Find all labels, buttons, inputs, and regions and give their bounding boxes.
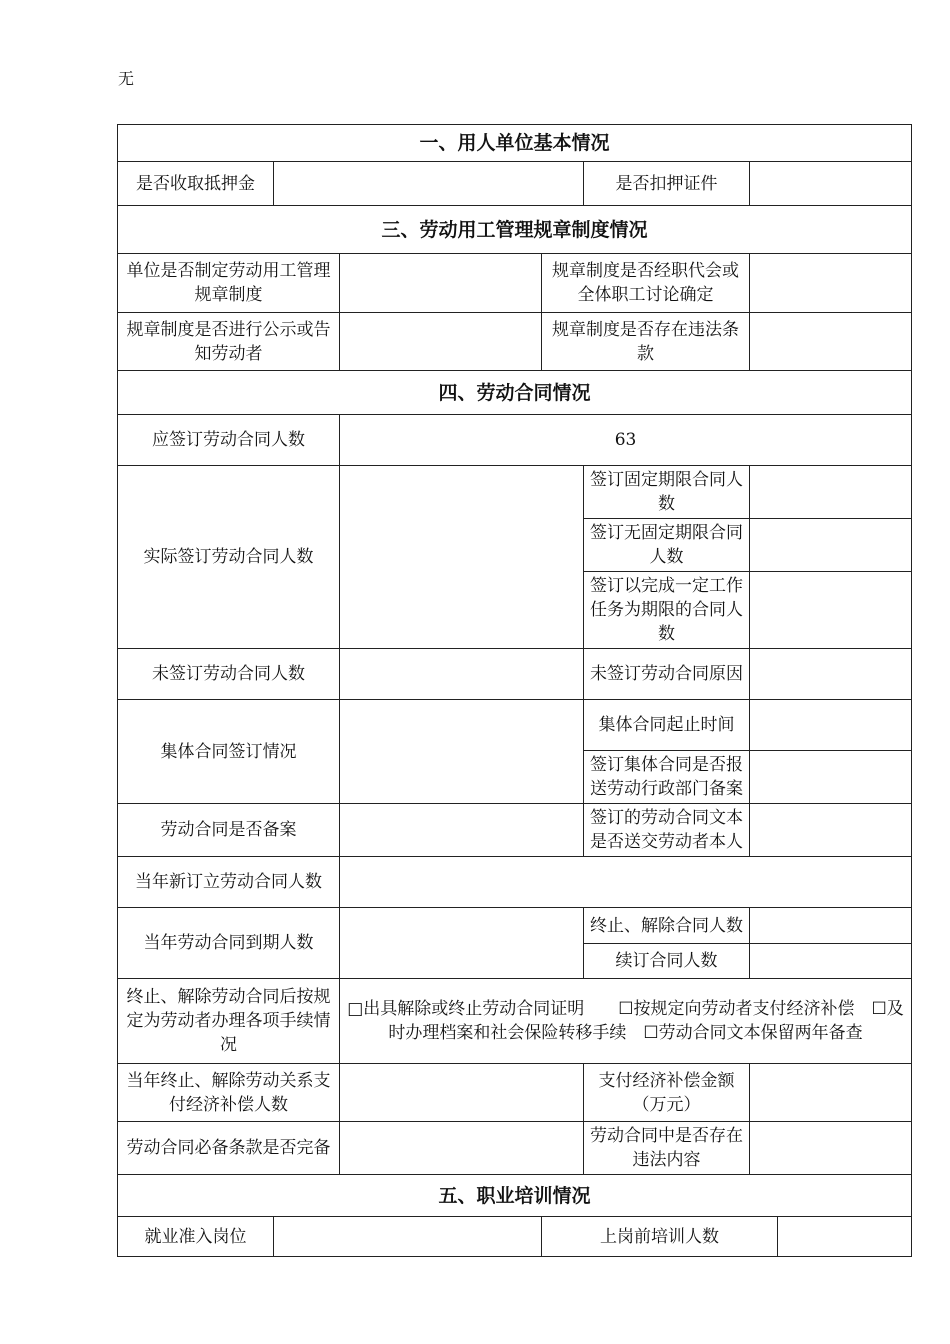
illegal-content-label: 劳动合同中是否存在违法内容 xyxy=(584,1122,750,1175)
labor-inspection-form xyxy=(117,124,912,1257)
collective-period-label: 集体合同起止时间 xyxy=(584,700,750,751)
rules-illegal-label: 规章制度是否存在违法条款 xyxy=(542,313,750,371)
id-withheld-value-cell[interactable] xyxy=(750,162,912,206)
section-contract-title: 四、劳动合同情况 xyxy=(118,371,912,415)
required-clauses-label: 劳动合同必备条款是否完备 xyxy=(118,1122,340,1175)
fixed-term-value-cell[interactable] xyxy=(750,466,912,519)
pre-job-training-value-cell[interactable] xyxy=(778,1217,912,1257)
top-note: 无 xyxy=(118,69,135,88)
collective-filed-value-cell[interactable] xyxy=(750,751,912,804)
pre-job-training-label: 上岗前培训人数 xyxy=(542,1217,778,1257)
terminated-value-cell[interactable] xyxy=(750,908,912,944)
rules-publicized-value-cell[interactable] xyxy=(340,313,542,371)
unsigned-reason-value-cell[interactable] xyxy=(750,649,912,700)
rules-illegal-value-cell[interactable] xyxy=(750,313,912,371)
procedures-label: 终止、解除劳动合同后按规定为劳动者办理各项手续情况 xyxy=(118,979,340,1064)
compensation-amount-value-cell[interactable] xyxy=(750,1064,912,1122)
task-term-value-cell[interactable] xyxy=(750,572,912,649)
renewed-value-cell[interactable] xyxy=(750,944,912,979)
unsigned-value-cell[interactable] xyxy=(340,649,584,700)
rules-publicized-label: 规章制度是否进行公示或告知劳动者 xyxy=(118,313,340,371)
open-term-label: 签订无固定期限合同人数 xyxy=(584,519,750,572)
illegal-content-value-cell[interactable] xyxy=(750,1122,912,1175)
rules-discussed-label: 规章制度是否经职代会或全体职工讨论确定 xyxy=(542,254,750,313)
section-training-title: 五、职业培训情况 xyxy=(118,1175,912,1217)
compensated-count-value-cell[interactable] xyxy=(340,1064,584,1122)
compensated-count-label: 当年终止、解除劳动关系支付经济补偿人数 xyxy=(118,1064,340,1122)
required-clauses-value-cell[interactable] xyxy=(340,1122,584,1175)
fixed-term-label: 签订固定期限合同人数 xyxy=(584,466,750,519)
should-sign-label: 应签订劳动合同人数 xyxy=(118,415,340,466)
entry-post-label: 就业准入岗位 xyxy=(118,1217,274,1257)
contract-filed-value-cell[interactable] xyxy=(340,804,584,857)
section-rules-title: 三、劳动用工管理规章制度情况 xyxy=(118,206,912,254)
actual-sign-label: 实际签订劳动合同人数 xyxy=(118,466,340,649)
section-basic-title: 一、用人单位基本情况 xyxy=(118,125,912,162)
entry-post-value-cell[interactable] xyxy=(274,1217,542,1257)
unsigned-reason-label: 未签订劳动合同原因 xyxy=(584,649,750,700)
id-withheld-label: 是否扣押证件 xyxy=(584,162,750,206)
contract-delivered-value-cell[interactable] xyxy=(750,804,912,857)
actual-sign-value-cell[interactable] xyxy=(340,466,584,649)
collective-filed-label: 签订集体合同是否报送劳动行政部门备案 xyxy=(584,751,750,804)
deposit-value-cell[interactable] xyxy=(274,162,584,206)
deposit-label: 是否收取抵押金 xyxy=(118,162,274,206)
contract-filed-label: 劳动合同是否备案 xyxy=(118,804,340,857)
expiring-label: 当年劳动合同到期人数 xyxy=(118,908,340,979)
should-sign-value[interactable]: 63 xyxy=(340,415,912,466)
procedures-options[interactable]: □出具解除或终止劳动合同证明 ☐按规定向劳动者支付经济补偿 ☐及时办理档案和社会保险转移手续 ☐劳动合同文本保留两年备查 xyxy=(340,979,912,1064)
compensation-amount-label: 支付经济补偿金额（万元） xyxy=(584,1064,750,1122)
new-contracts-label: 当年新订立劳动合同人数 xyxy=(118,857,340,908)
open-term-value-cell[interactable] xyxy=(750,519,912,572)
collective-label: 集体合同签订情况 xyxy=(118,700,340,804)
rules-discussed-value-cell[interactable] xyxy=(750,254,912,313)
rules-formulated-label: 单位是否制定劳动用工管理规章制度 xyxy=(118,254,340,313)
collective-value-cell[interactable] xyxy=(340,700,584,804)
terminated-label: 终止、解除合同人数 xyxy=(584,908,750,944)
collective-period-value-cell[interactable] xyxy=(750,700,912,751)
task-term-label: 签订以完成一定工作任务为期限的合同人数 xyxy=(584,572,750,649)
unsigned-label: 未签订劳动合同人数 xyxy=(118,649,340,700)
expiring-value-cell[interactable] xyxy=(340,908,584,979)
rules-formulated-value-cell[interactable] xyxy=(340,254,542,313)
renewed-label: 续订合同人数 xyxy=(584,944,750,979)
new-contracts-value-cell[interactable] xyxy=(340,857,912,908)
contract-delivered-label: 签订的劳动合同文本是否送交劳动者本人 xyxy=(584,804,750,857)
